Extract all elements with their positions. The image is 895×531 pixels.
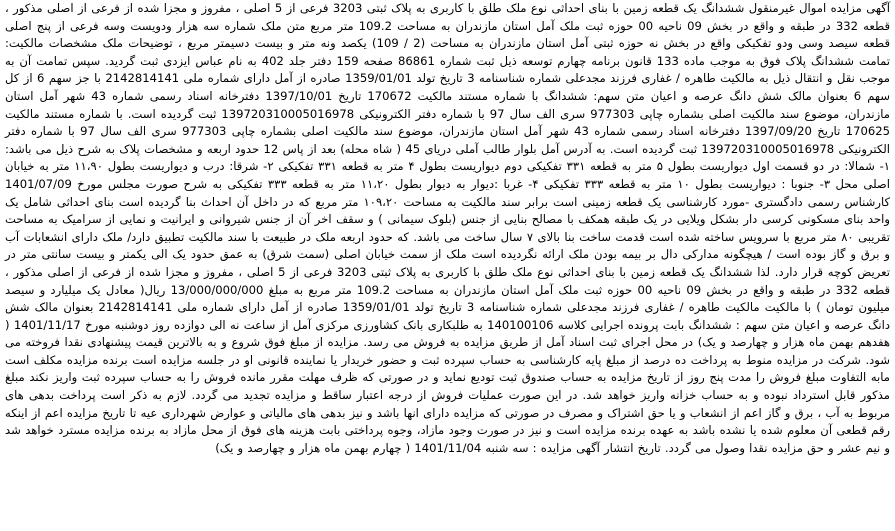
auction-notice-body: آگهی مزایده اموال غیرمنقول ششدانگ یک قطعه زمین با بنای احداثی نوع ملک طلق با کاربری به پلاک ثبتی 3203 فرعی از 5 اصلی ، مفروز و مجزا شده از فرعی از اصلی مذکور ، قطعه 332 در طبقه و واقع در بخش 09 ناحیه 00 حوزه ثبت ملک آمل استان مازندران به مساحت 109.2 متر مربع متن ملک شماره سه هزار ودویست وسه فرعی از پنج اصلی قطعه سیصد وسی ودو تفکیکی واقع در بخش نه حوزه ثبتی آمل استان مازندران به مساحت (2 / 109) یکصد ونه متر و بیست دسیمتر مربع ، توضیحات ملک مشخصات مالکیت: تمامت ششدانگ پلاک فوق به موجب ماده 133 قانون برنامه چهارم توسعه ذیل ثبت شماره 86861 صفحه 159 دفتر جلد 402 به نام عباس ایزدی ثبت گردید. سپس تمامت آن به موجب نقل و انتقال ذیل به مالکیت طاهره / غفاری فرزند مجدعلی شماره شناسنامه 3 تاریخ تولد 1359/01/01 صادره از آمل دارای شماره ملی 2142814141 با جز سهم 6 از کل سهم 6 بعنوان مالک شش دانگ عرصه و اعیان متن سهم: ششدانگ با شماره مستند مالکیت 170672 تاریخ 1397/10/01 دفترخانه اسناد رسمی شماره 43 شهر آمل استان مازندران، موضوع سند مالکیت اصلی بشماره چاپی 977303 سری الف سال 97 با شماره دفتر الکترونیکی 139720310005016978 ثبت گردیده است. با شماره مستند مالکیت 170625 تاریخ 1397/09/20 دفترخانه اسناد رسمی شماره 43 شهر آمل استان مازندران، موضوع سند مالکیت اصلی بشماره چاپی 977303 سری الف سال 97 با شماره دفتر الکترونیکی 139720310005016978 ثبت گردیده است. به آدرس آمل بلوار طالب آملی دریای 45 ( شاه محله) بعد از پاس 12 حدود اربعه و مشخصات پلاک به شرح ذیل می باشد: ۱- شمالا: در دو قسمت اول دیواریست بطول ۵ متر به قطعه ۳۳۱ تفکیکی دوم دیواریست بطول ۴ متر به قطعه ۳۳۱ تفکیکی ۲- شرقا: درب و دیواریست بطول ۱۱،۹۰ متر به خیابان اصلی محل ۳- جنوبا : دیواریست بطول ۱۰ متر به قطعه ۳۳۳ تفکیکی ۴- غربا :دیوار به دیوار بطول ۱۱،۲۰ متر به قطعه ۳۳۳ تفکیکی به شرح صورت مجلس مورخ 1401/07/09 کارشناس رسمی دادگستری -مورد کارشناسی یک قطعه زمینی است برابر سند مالکیت به مساحت ۱۰۹،۲۰ متر مربع که در داخل آن احداث بنا گردیده است بنای احداثی شامل یک واحد بنای مسکونی کرسی دار بشکل ویلایی در یک طبقه همکف با مصالح بنایی از جنس (بلوک سیمانی ) و سقف اخر آن از جنس شیروانی و ایرانیت و نمایی از سرامیک به مساحت تقریبی ۸۰ متر مربع با سرویس ساخته شده است قدمت ساخت بنا بالای ۷ سال ساخت می باشد. که حدود اربعه ملک در طبیعت با سند مالکیت تطبیق دارد/ ملک دارای انشعابات آب و برق و گاز بوده است / هیچگونه مدارکی دال بر بیمه بودن ملک ارائه نگردیده است ملک از سمت خیابان اصلی (سمت شرق) به عمق حدود یک الی یکمتر و بیست سانتی متر در تعریض کوچه قرار دارد. لذا ششدانگ یک قطعه زمین با بنای احداثی نوع ملک طلق با کاربری به پلاک ثبتی 3203 فرعی از 5 اصلی ، مفروز و مجزا شده از فرعی از اصلی مذکور ، قطعه 332 در طبقه و واقع در بخش 09 ناحیه 00 حوزه ثبت ملک آمل استان مازندران به مساحت 109.2 متر مربع به مبلغ 13/000/000/000 ریال( معادل یک میلیارد و سیصد میلیون تومان ) با مالکیت مالکیت طاهره / غفاری فرزند مجدعلی شماره شناسنامه 3 تاریخ تولد 1359/01/01 صادره از آمل دارای شماره ملی 2142814141 بعنوان مالک شش دانگ عرصه و اعیان متن سهم : ششدانگ بابت پرونده اجرایی کلاسه 140100106 به طلبکاری بانک کشاورزی مرکزی آمل از ساعت نه الی دوازده روز دوشنبه مورخ 1401/11/17 ( هفدهم بهمن ماه هزار و چهارصد و یک) در محل اجرای ثبت اسناد آمل از طریق مزایده به فروش می رسد. مزایده از مبلغ فوق شروع و به بالاترین قیمت پیشنهادی نقدا فروخته می شود. شرکت در مزایده منوط به پرداخت ده درصد از مبلغ پایه کارشناسی به حساب سپرده ثبت و حضور خریدار یا نماینده قانونی او در جلسه مزایده است برنده مزایده مکلف است مابه التفاوت مبلغ فروش را مدت پنج روز از تاریخ مزایده به حساب صندوق ثبت تودیع نماید و در صورتی که ظرف مهلت مقرر مانده فروش را به حساب سپرده ثبت واریز نکند مبلغ مذکور قابل استرداد نبوده و به حساب خزانه واریز خواهد شد. در این صورت عملیات فروش از درجه اعتبار ساقط و مزایده تجدید می گردد. لازم به ذکر است پرداخت بدهی های مربوط به آب ، برق و گاز اعم از انشعاب و یا حق اشتراک و مصرف در صورتی که مزایده دارای انها باشد و نیز بدهی های مالیاتی و عوارض شهرداری عیه تا تاریخ مزایده اعم از اینکه رقم قطعی آن معلوم شده یا نشده باشد به عهده برنده مزایده است و نیز در صورت وجود مازاد، وجوه پرداختی بابت هزینه های فوق از محل مازاد به برنده مزایده مسترد خواهد شد و نیم عشر و حق مزایده نقدا وصول می گردد. تاریخ انتشار آگهی مزایده : سه شنبه 1401/11/04 ( چهارم بهمن ماه هزار و چهارصد و یک) [5, 1, 891, 455]
